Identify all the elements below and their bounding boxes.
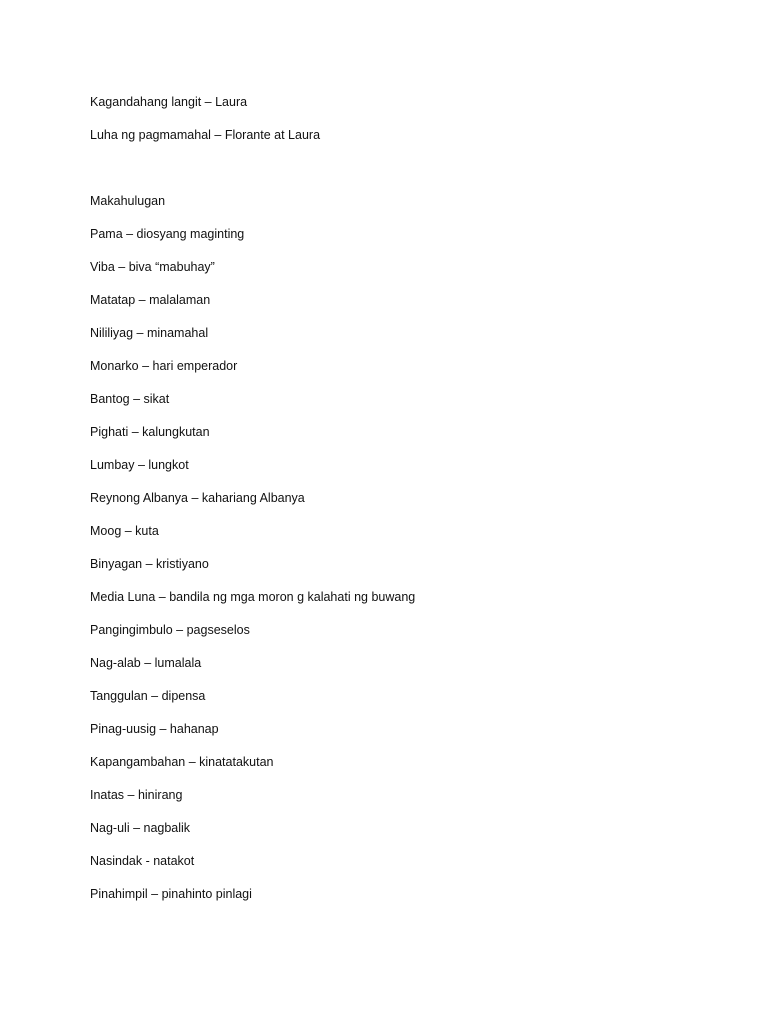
intro-line-florante: Luha ng pagmamahal – Florante at Laura: [90, 128, 321, 142]
definition-line: Viba – biva “mabuhay”: [90, 260, 215, 274]
intro-line-laura: Kagandahang langit – Laura: [90, 95, 248, 109]
definition-line: Monarko – hari emperador: [90, 359, 238, 373]
definition-line: Lumbay – lungkot: [90, 458, 189, 472]
blank-line: [90, 159, 730, 177]
definition-line: Nag-uli – nagbalik: [90, 821, 191, 835]
definition-line: Nililiyag – minamahal: [90, 326, 209, 340]
definition-line: Pangingimbulo – pagseselos: [90, 623, 250, 637]
definition-line: Tanggulan – dipensa: [90, 689, 206, 703]
definition-line: Media Luna – bandila ng mga moron g kalahati ng buwang: [90, 590, 416, 604]
definition-line: Inatas – hinirang: [90, 788, 183, 802]
definition-line: Pinahimpil – pinahinto pinlagi: [90, 887, 252, 901]
definition-line: Bantog – sikat: [90, 392, 170, 406]
definition-line: Nag-alab – lumalala: [90, 656, 202, 670]
definition-line: Pama – diosyang maginting: [90, 227, 245, 241]
section-heading: Makahulugan: [90, 194, 166, 208]
definition-line: Nasindak - natakot: [90, 854, 195, 868]
definition-line: Matatap – malalaman: [90, 293, 211, 307]
definition-line: Pighati – kalungkutan: [90, 425, 210, 439]
definition-line: Moog – kuta: [90, 524, 159, 538]
definition-line: Pinag-uusig – hahanap: [90, 722, 219, 736]
definition-line: Kapangambahan – kinatatakutan: [90, 755, 274, 769]
definition-line: Binyagan – kristiyano: [90, 557, 209, 571]
definition-line: Reynong Albanya – kahariang Albanya: [90, 491, 305, 505]
document-body: [90, 93, 730, 918]
